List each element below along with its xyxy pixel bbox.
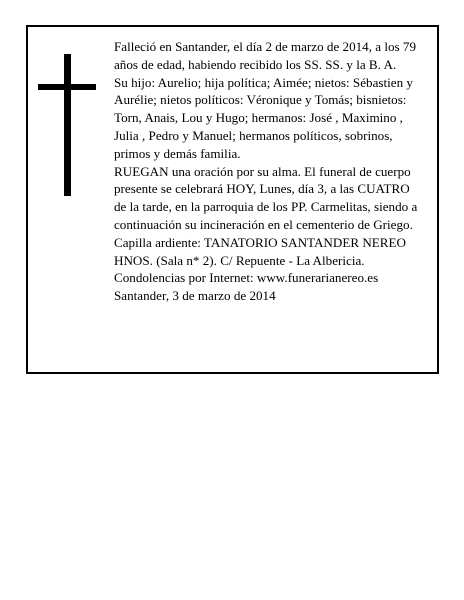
funeral-details: RUEGAN una oración por su alma. El funeral de cuerpo presente se celebrará HOY, Lunes, día 3, a las CUATRO de la tarde, en la parroquia de los PP. Carmelitas, siendo a continuación su incineración en el cementerio de Griego. Capilla ardiente: TANATORIO SANTANDER NEREO HNOS. (Sala n* 2). C/ Repuente - La Albericia. — [114, 163, 418, 268]
condolences-line: Condolencias por Internet: www.funerarianereo.es — [114, 270, 379, 286]
cross-horizontal-bar — [38, 84, 96, 90]
family-list: Su hijo: Aurelio; hija política; Aimée; nietos: Sébastien y Aurélie; nietos políticos: Véronique y Tomás; bisnietos: Torn, Anais, Lou y Hugo; hermanos: José , Maximino , Julia , Pedro y Manuel; hermanos políticos, sobrinos, primos y demás familia. — [114, 74, 413, 161]
obituary-text — [114, 38, 424, 305]
death-announcement: Falleció en Santander, el día 2 de marzo de 2014, a los 79 años de edad, habiendo recibido los SS. SS. y la B. A. — [114, 39, 416, 72]
cross-vertical-bar — [64, 54, 71, 196]
place-date-line: Santander, 3 de marzo de 2014 — [114, 288, 276, 304]
